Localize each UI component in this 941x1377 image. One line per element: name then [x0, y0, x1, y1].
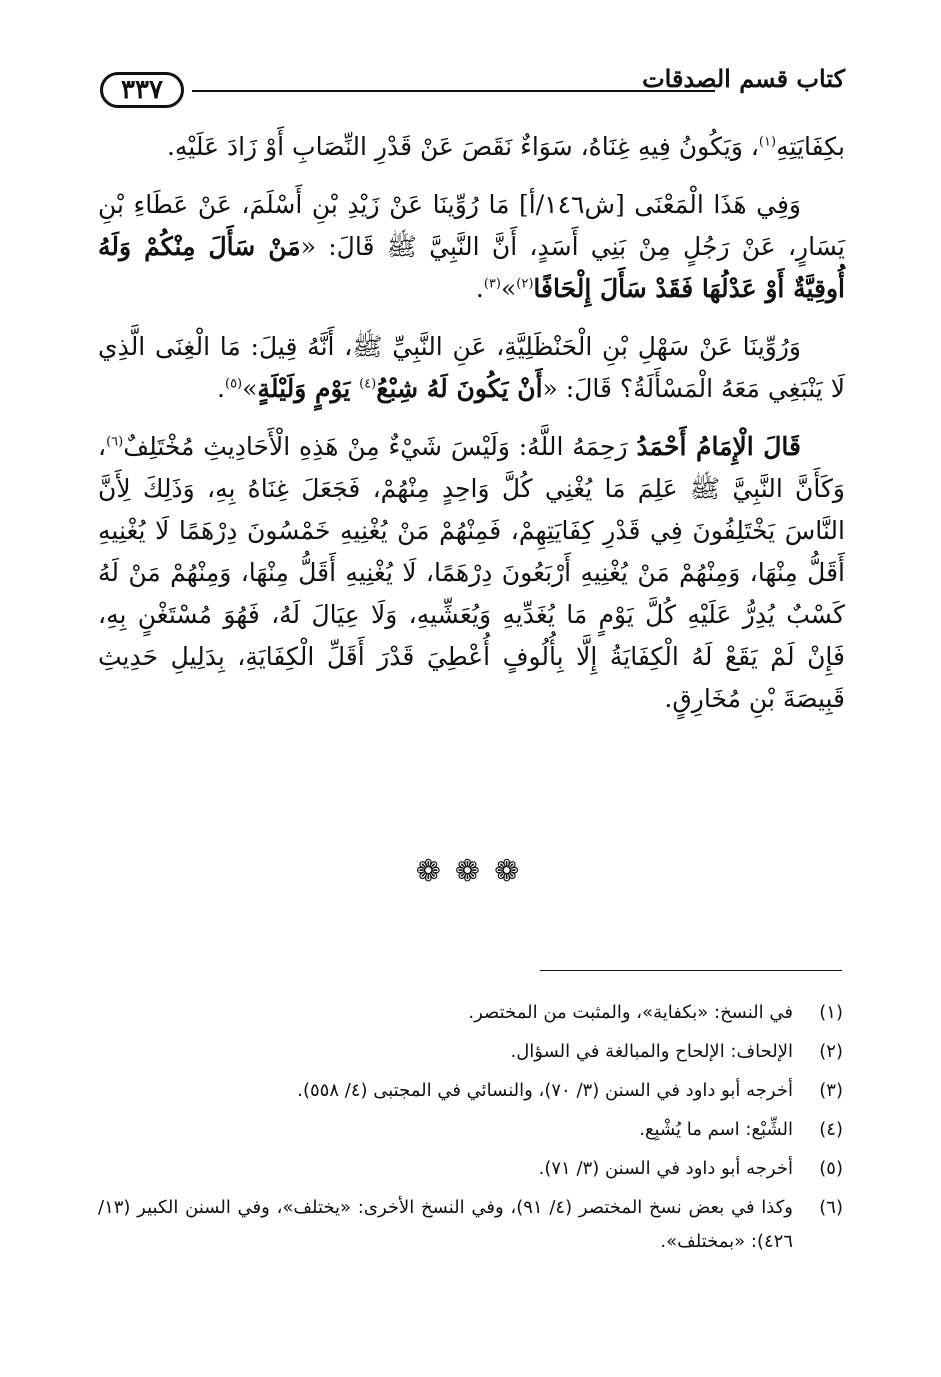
- page-number: ٣٣٧: [100, 72, 184, 108]
- footnote-ref[interactable]: (١): [758, 134, 777, 150]
- footnote-ref[interactable]: (٦): [106, 434, 124, 450]
- footnote-text: الشِّبْع: اسم ما يُشْبِع.: [639, 1119, 793, 1140]
- text-span: »: [242, 374, 258, 403]
- footnote-number: (٢): [819, 1041, 843, 1062]
- hadith-text: أَنْ يَكُونَ لَهُ شِبْعُ: [376, 374, 543, 403]
- footnote-text: وكذا في بعض نسخ المختصر (٤/ ٩١)، وفي النسخ الأخرى: «يختلف»، وفي السنن الكبير (١٣/ ٤٢٦): «بمختلف».: [98, 1197, 793, 1252]
- footnote-number: (٦): [819, 1197, 843, 1218]
- footnote-ref[interactable]: (٢): [516, 276, 534, 292]
- footnote-number: (١): [819, 1002, 843, 1023]
- footnote-text: أخرجه أبو داود في السنن (٣/ ٧٠)، والنسائي في المجتبى (٤/ ٥٥٨).: [297, 1080, 793, 1101]
- text-span: وَرُوِّينَا عَنْ سَهْلِ بْنِ الْحَنْظَلِيَّةِ، عَنِ النَّبِيِّ ﷺ، أَنَّهُ قِيلَ: مَا الْغِنَى الَّذِي لَا يَنْبَغِي مَعَهُ الْمَسْأَلَةُ؟ قَالَ: «: [98, 332, 845, 403]
- text-span: »: [500, 274, 517, 303]
- footnote-ref[interactable]: (٤): [359, 376, 377, 392]
- paragraph-1: [98, 126, 845, 168]
- footnote-text: أخرجه أبو داود في السنن (٣/ ٧١).: [538, 1158, 793, 1179]
- footnote-number: (٥): [819, 1158, 843, 1179]
- hadith-text: مَنْ سَأَلَ مِنْكُمْ وَلَهُ أُوقِيَّةٌ أَوْ عَدْلُهَا فَقَدْ سَأَلَ إِلْحَافًا: [98, 232, 845, 303]
- paragraph-4: [98, 426, 845, 720]
- paragraph-2: [98, 184, 845, 310]
- text-span: بكِفَايَتِهِ: [776, 132, 845, 161]
- footnote-rule: [540, 970, 842, 971]
- footnote-ref[interactable]: (٣): [483, 276, 501, 292]
- header-rule: [192, 90, 715, 92]
- text-span: رَحِمَهُ اللَّهُ: وَلَيْسَ شَيْءٌ مِنْ هَذِهِ الْأَحَادِيثِ مُخْتَلِفٌ: [123, 432, 637, 461]
- footnote-item: [98, 1074, 843, 1108]
- hadith-text: يَوْمٍ وَلَيْلَةٍ: [257, 374, 360, 403]
- footnote-number: (٣): [819, 1080, 843, 1101]
- footnote-item: [98, 1152, 843, 1186]
- footnotes: [98, 996, 843, 1264]
- paragraph-3: [98, 326, 845, 410]
- text-span: .: [217, 374, 225, 403]
- section-ornament: [0, 854, 941, 889]
- ornament-flower-icon: ❁: [494, 854, 526, 889]
- page-header: [100, 62, 845, 122]
- footnote-text: في النسخ: «بكفاية»، والمثبت من المختصر.: [468, 1002, 793, 1023]
- footnote-text: الإلحاف: الإلحاح والمبالغة في السؤال.: [510, 1041, 793, 1062]
- footnote-item: [98, 1113, 843, 1147]
- footnote-item: [98, 1191, 843, 1259]
- footnote-item: [98, 1035, 843, 1069]
- text-span: ، وَكَأَنَّ النَّبِيَّ ﷺ عَلِمَ مَا يُغْنِي كُلَّ وَاحِدٍ مِنْهُمْ، فَجَعَلَ غِنَاهُ بِهِ، وَذَلِكَ لِأَنَّ النَّاسَ يَخْتَلِفُونَ فِي قَدْرِ كِفَايَتِهِمْ، فَمِنْهُمْ مَنْ يُغْنِيهِ خَمْسُونَ دِرْهَمًا لَا يُغْنِيهِ أَقَلُّ مِنْهَا، وَمِنْهُمْ مَنْ يُغْنِيهِ أَرْبَعُونَ دِرْهَمًا، لَا يُغْنِيهِ أَقَلُّ مِنْهَا، وَمِنْهُمْ مَنْ لَهُ كَسْبٌ يُدِرُّ عَلَيْهِ كُلَّ يَوْمٍ مَا يُغَدِّيهِ وَيُعَشِّيهِ، وَلَا عِيَالَ لَهُ، فَهُوَ مُسْتَغْنٍ بِهِ، فَإِنْ لَمْ يَقَعْ لَهُ الْكِفَايَةُ إِلَّا بِأُلُوفٍ أُعْطِيَ قَدْرَ أَقَلِّ الْكِفَايَةِ، بِدَلِيلِ حَدِيثِ قَبِيصَةَ بْنِ مُخَارِقٍ.: [98, 432, 845, 713]
- footnote-item: [98, 996, 843, 1030]
- text-span: .: [475, 274, 484, 303]
- text-span: ، وَيَكُونُ فِيهِ غِنَاهُ، سَوَاءٌ نَقَصَ عَنْ قَدْرِ النِّصَابِ أَوْ زَادَ عَلَيْهِ.: [166, 132, 759, 161]
- footnote-ref[interactable]: (٥): [224, 376, 243, 392]
- text-span: وَفِي هَذَا الْمَعْنَى [ش١٤٦/أ] مَا رُوِّينَا عَنْ زَيْدِ بْنِ أَسْلَمَ، عَنْ عَطَاءِ بْنِ يَسَارٍ، عَنْ رَجُلٍ مِنْ بَنِي أَسَدٍ، أَنَّ النَّبِيَّ ﷺ قَالَ: «: [98, 190, 846, 261]
- main-text: [98, 126, 845, 736]
- ornament-flower-icon: ❁: [454, 854, 487, 889]
- ornament-flower-icon: ❁: [415, 854, 447, 889]
- author-name: قَالَ الْإِمَامُ أَحْمَدُ: [636, 432, 801, 461]
- footnote-number: (٤): [819, 1119, 843, 1140]
- running-title: كتاب قسم الصدقات: [642, 64, 845, 93]
